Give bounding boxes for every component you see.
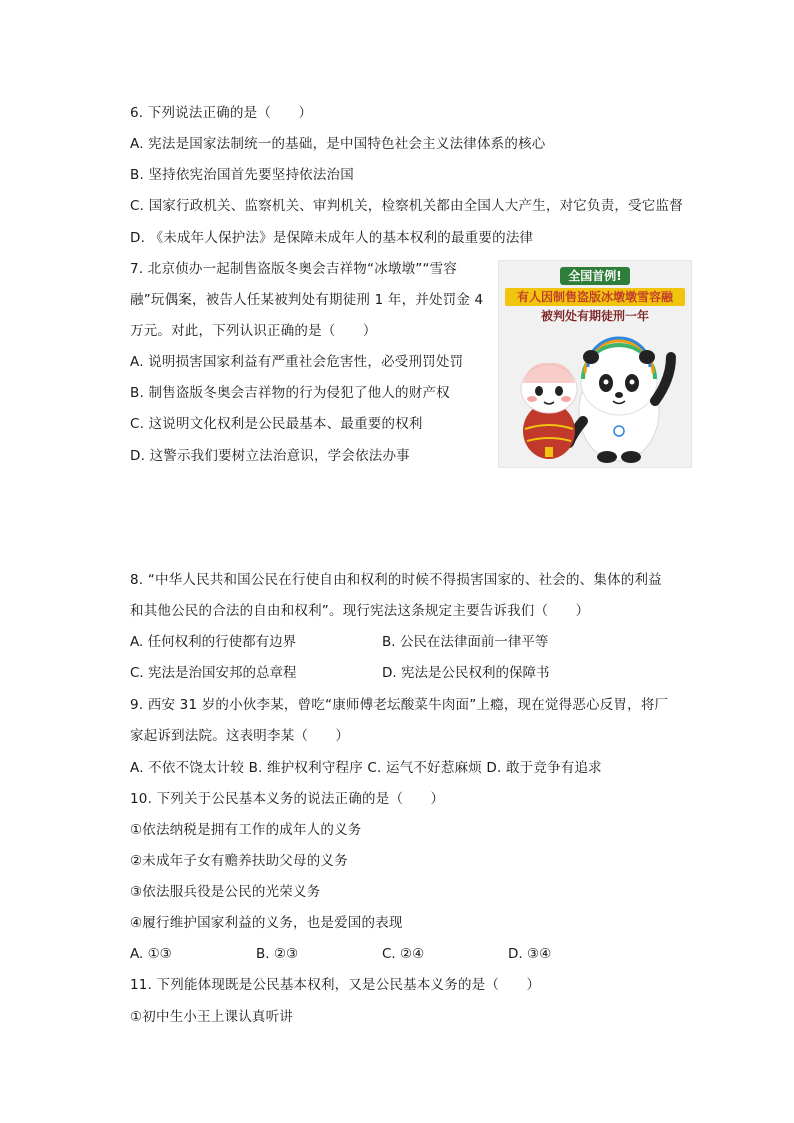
q9-options: A. 不依不饶太计较 B. 维护权利守程序 C. 运气不好惹麻烦 D. 敢于竞争有追求 (130, 760, 602, 776)
mascot-news-image (498, 260, 692, 468)
q11-stem: 11. 下列能体现既是公民基本权利，又是公民基本义务的是（ ） (130, 977, 541, 993)
q10-option-b: B. ②③ (256, 946, 299, 962)
q7-stem-line1: 7. 北京侦办一起制售盗版冬奥会吉祥物“冰墩墩”“雪容 (130, 261, 458, 277)
q6-option-a: A. 宪法是国家法制统一的基础，是中国特色社会主义法律体系的核心 (130, 136, 546, 152)
q10-option-c: C. ②④ (382, 946, 425, 962)
lantern-mascot-icon (521, 363, 577, 459)
q7-option-c: C. 这说明文化权利是公民最基本、最重要的权利 (130, 416, 423, 432)
q8-option-a: A. 任何权利的行使都有边界 (130, 634, 297, 650)
q10-stem: 10. 下列关于公民基本义务的说法正确的是（ ） (130, 791, 445, 807)
q10-item-3: ③依法服兵役是公民的光荣义务 (130, 884, 321, 900)
q7-option-b: B. 制售盗版冬奥会吉祥物的行为侵犯了他人的财产权 (130, 385, 450, 401)
image-banner-line2: 有人因制售盗版冰墩墩雪容融 (505, 288, 685, 306)
q8-option-b: B. 公民在法律面前一律平等 (382, 634, 549, 650)
image-banner-line3: 被判处有期徒刑一年 (540, 309, 649, 323)
q7-option-d: D. 这警示我们要树立法治意识，学会依法办事 (130, 448, 410, 464)
q10-option-a: A. ①③ (130, 946, 172, 962)
q10-item-4: ④履行维护国家利益的义务，也是爱国的表现 (130, 915, 403, 931)
q7-option-a: A. 说明损害国家利益有严重社会危害性，必受刑罚处罚 (130, 354, 464, 370)
q9-stem-line2: 家起诉到法院。这表明李某（ ） (130, 728, 350, 744)
q11-item-1: ①初中生小王上课认真听讲 (130, 1009, 294, 1025)
q6-option-c: C. 国家行政机关、监察机关、审判机关，检察机关都由全国人大产生，对它负责，受它监督 (130, 198, 683, 214)
q7-stem-line3: 万元。对此，下列认识正确的是（ ） (130, 323, 377, 339)
q7-stem-line2: 融”玩偶案，被告人任某被判处有期徒刑 1 年，并处罚金 4 (130, 292, 484, 308)
q8-option-c: C. 宪法是治国安邦的总章程 (130, 665, 297, 681)
image-banner-line1: 全国首例! (560, 267, 629, 285)
q10-option-d: D. ③④ (508, 946, 552, 962)
mascot-illustration (499, 261, 691, 467)
panda-mascot-icon (569, 338, 671, 463)
q6-option-d: D. 《未成年人保护法》是保障未成年人的基本权利的最重要的法律 (130, 230, 534, 246)
q8-option-d: D. 宪法是公民权利的保障书 (382, 665, 550, 681)
q10-item-1: ①依法纳税是拥有工作的成年人的义务 (130, 822, 362, 838)
q6-option-b: B. 坚持依宪治国首先要坚持依法治国 (130, 167, 354, 183)
q10-item-2: ②未成年子女有赡养扶助父母的义务 (130, 853, 348, 869)
q8-stem-line1: 8. “中华人民共和国公民在行使自由和权利的时候不得损害国家的、社会的、集体的利益 (130, 572, 662, 588)
q6-stem: 6. 下列说法正确的是（ ） (130, 105, 313, 121)
q8-stem-line2: 和其他公民的合法的自由和权利”。现行宪法这条规定主要告诉我们（ ） (130, 603, 590, 619)
q9-stem-line1: 9. 西安 31 岁的小伙李某，曾吃“康师傅老坛酸菜牛肉面”上瘾，现在觉得恶心反胃，将厂 (130, 697, 669, 713)
